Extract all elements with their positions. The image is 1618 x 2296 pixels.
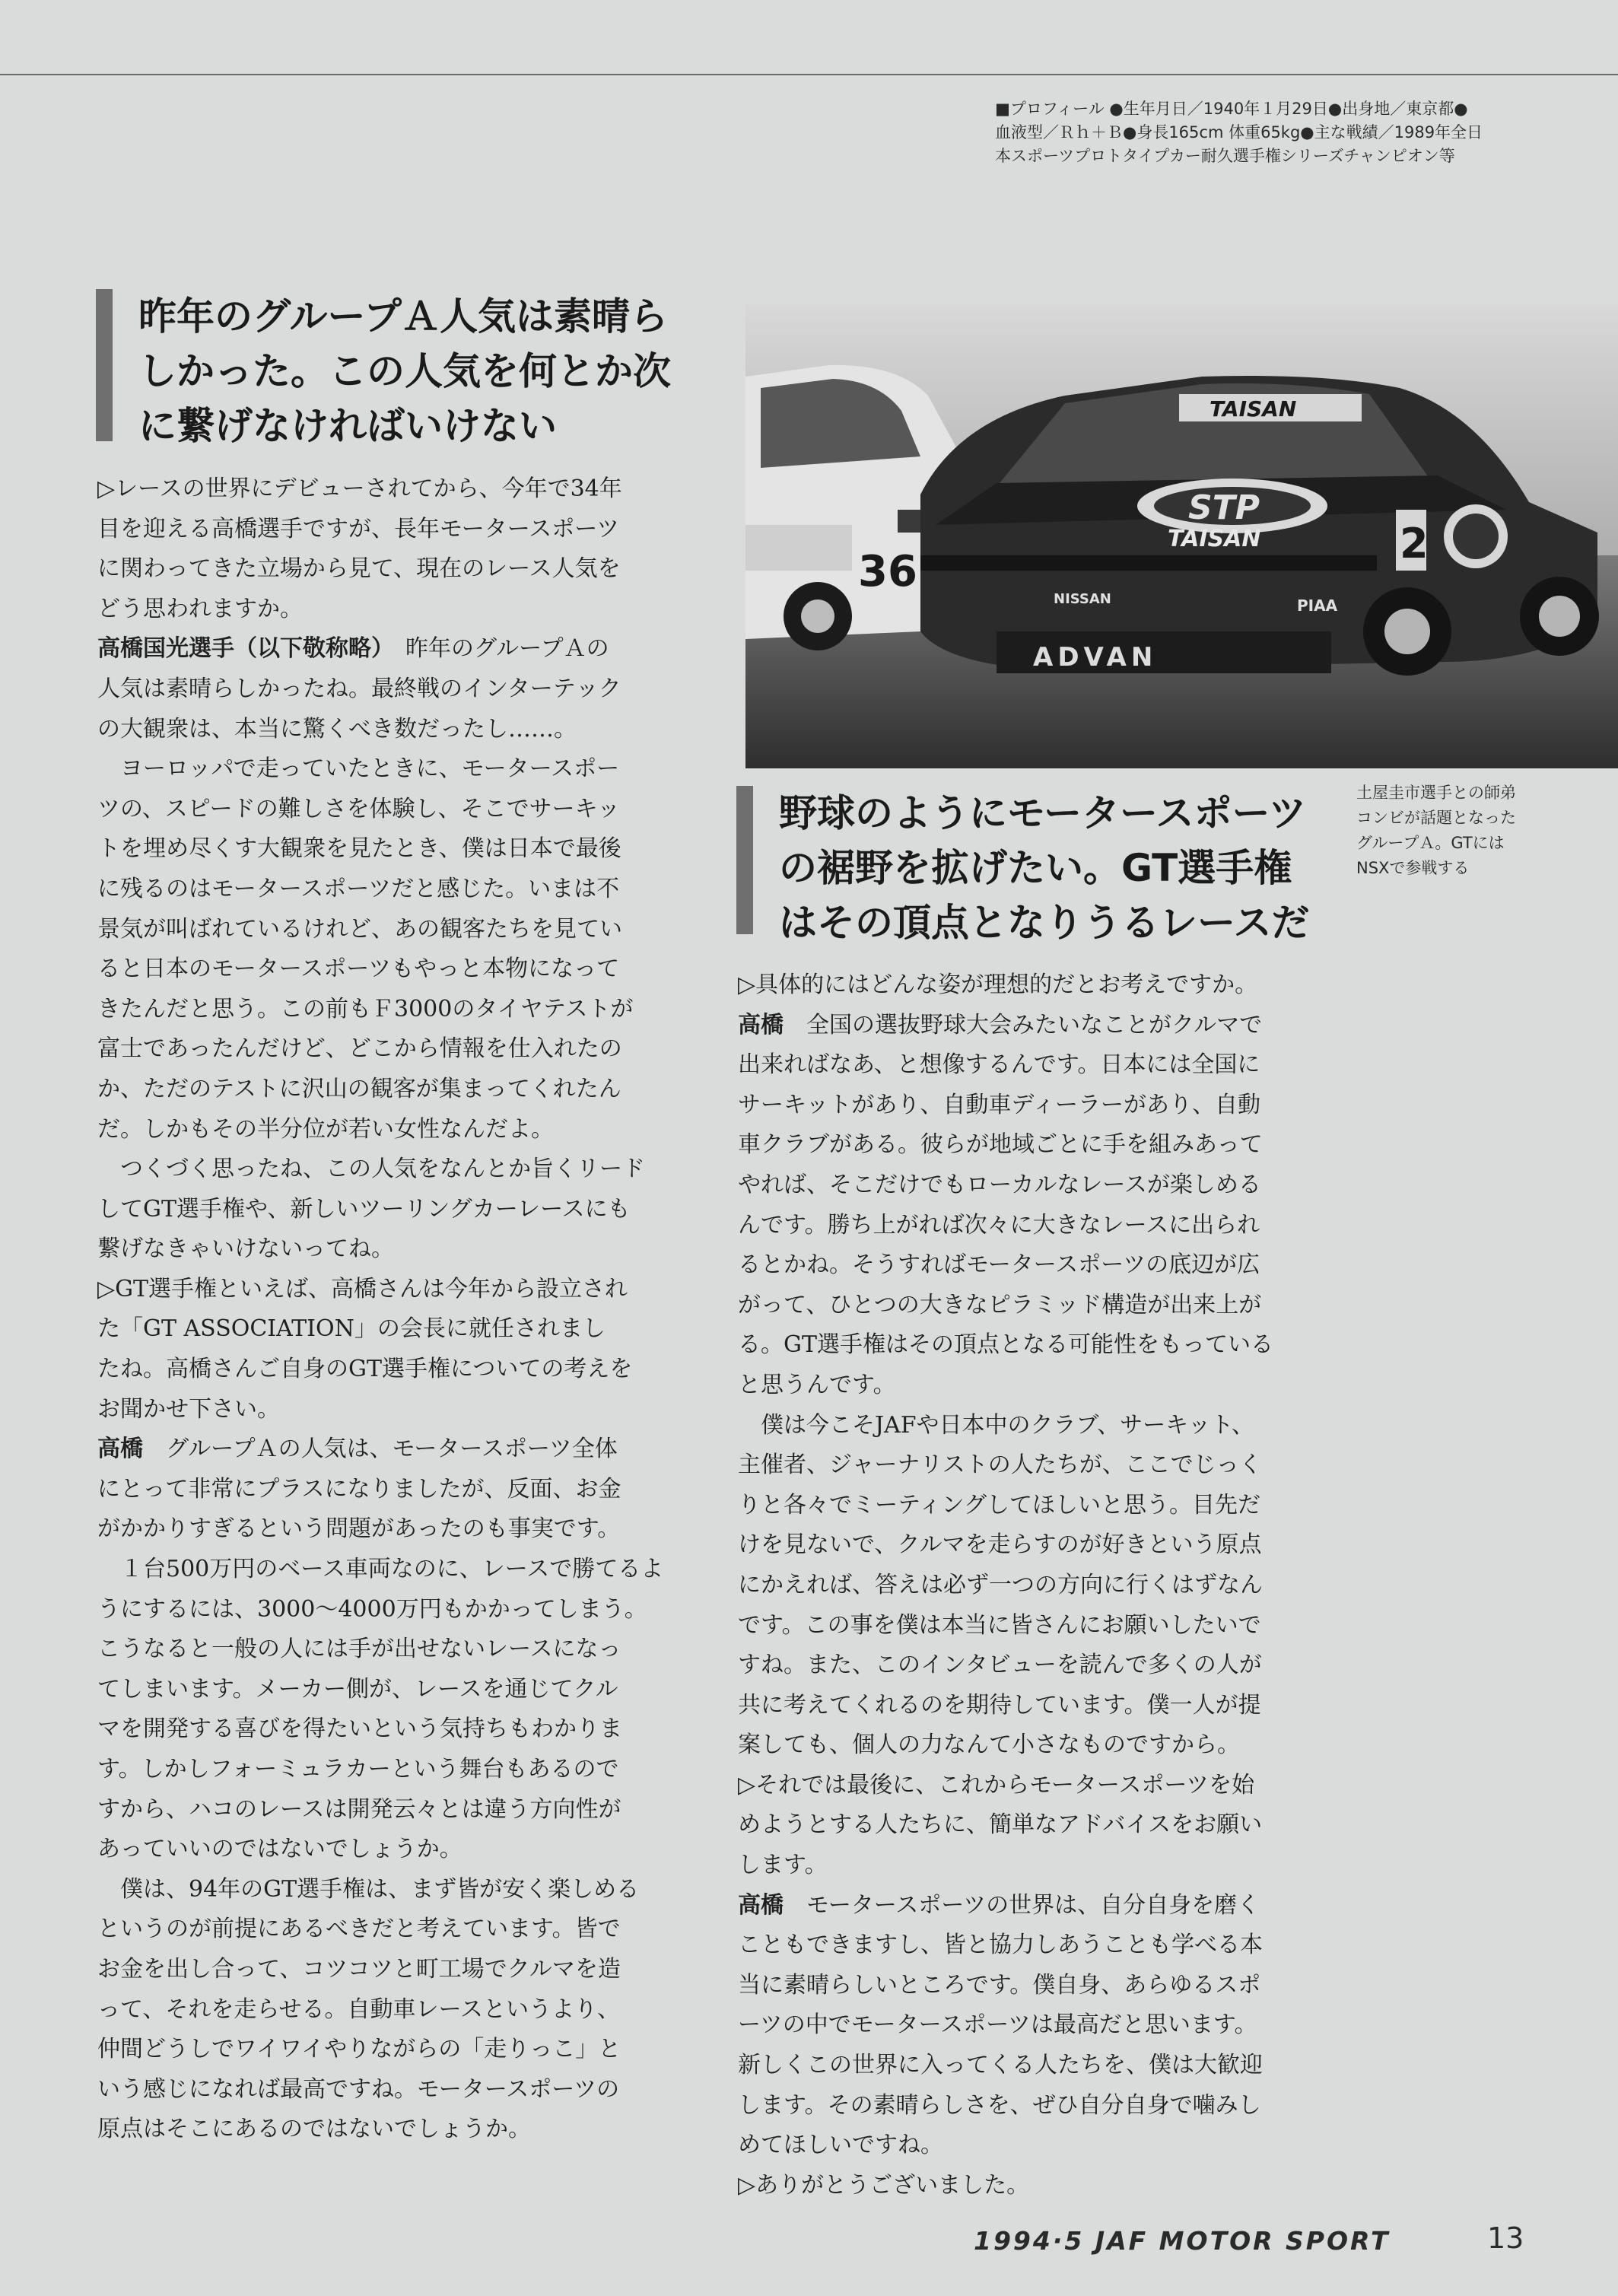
text-line — [97, 1029, 679, 1070]
heading-bar — [96, 289, 113, 441]
line-text: だ。しかもその半分位が若い女性なんだよ。 — [97, 1115, 554, 1143]
text-line — [97, 669, 679, 710]
rear-car-number: 36 — [858, 547, 917, 596]
profile-line: ■プロフィール ●生年月日／1940年１月29日●出身地／東京都● — [995, 100, 1468, 118]
line-text: 景気が叫ばれているけれど、あの観客たちを見てい — [97, 915, 622, 943]
line-text: 昨年のグループＡの — [383, 635, 609, 663]
line-text: に関わってきた立場から見て、現在のレース人気を — [97, 555, 621, 583]
page-number: 13 — [1487, 2221, 1524, 2255]
text-line — [738, 1566, 1324, 1606]
line-text: お聞かせ下さい。 — [97, 1395, 280, 1423]
line-text: 目を迎える高橋選手ですが、長年モータースポーツ — [97, 515, 620, 542]
right-heading — [736, 786, 1337, 953]
text-line — [97, 1270, 679, 1310]
line-text: すね。また、このインタビューを読んで多くの人が — [738, 1652, 1262, 1679]
text-line — [97, 1150, 679, 1190]
text-line — [97, 2070, 679, 2110]
heading-line: はその頂点となりうるレースだ — [779, 901, 1310, 945]
line-text: に残るのはモータースポーツだと感じた。いまは不 — [97, 875, 620, 902]
text-line — [97, 2030, 679, 2070]
heading-bar — [736, 786, 753, 934]
line-text: ツの、スピードの難しさを体験し、そこでサーキッ — [97, 795, 620, 822]
line-text: つくづく思ったね、この人気をなんとか旨くリード — [120, 1156, 645, 1183]
text-line — [97, 910, 679, 950]
line-text: というのが前提にあるべきだと考えています。皆で — [97, 1916, 621, 1943]
line-text: 仲間どうしでワイワイやりながらの「走りっこ」と — [97, 2036, 621, 2063]
text-line — [738, 1366, 1324, 1406]
text-line — [97, 1790, 679, 1830]
text-line — [738, 2086, 1324, 2126]
text-line — [97, 1870, 679, 1910]
line-text: 出来ればなあ、と想像するんです。日本には全国に — [738, 1051, 1260, 1079]
profile-line: 血液型／Ｒｈ＋Ｂ●身長165cm 体重65kg●主な戦績／1989年全日 — [995, 123, 1483, 142]
profile-box — [995, 97, 1543, 168]
race-cars-image — [745, 304, 1618, 768]
line-text: ヨーロッパで走っていたときに、モータースポー — [120, 755, 620, 783]
line-text: 人気は素晴らしかったね。最終戦のインターテック — [97, 675, 621, 702]
line-text: うにするには、3000～4000万円もかかってしまう。 — [97, 1595, 647, 1623]
text-line — [97, 710, 679, 750]
car-banner-text: TAISAN — [1210, 396, 1297, 421]
text-line — [738, 1725, 1324, 1766]
speaker-label: 高橋 — [97, 1436, 143, 1463]
text-line — [97, 790, 679, 830]
text-line — [97, 1110, 679, 1150]
text-line — [97, 829, 679, 870]
top-rule — [0, 74, 1618, 75]
text-line — [97, 1750, 679, 1790]
text-line — [97, 549, 679, 590]
text-line — [738, 1245, 1324, 1286]
heading-line: 昨年のグループＡ人気は素晴ら — [138, 294, 668, 339]
text-line — [97, 510, 679, 550]
photo-caption — [1356, 781, 1585, 881]
text-line — [738, 1006, 1324, 1046]
line-text: ▷具体的にはどんな姿が理想的だとお考えですか。 — [738, 972, 1258, 998]
text-line — [97, 1550, 679, 1590]
text-line — [738, 1926, 1324, 1966]
line-text: してGT選手権や、新しいツーリングカーレースにも — [97, 1195, 631, 1223]
text-line — [97, 1190, 679, 1230]
line-text: 原点はそこにあるのではないでしょうか。 — [97, 2116, 531, 2143]
text-line — [738, 1086, 1324, 1126]
line-text: きたんだと思う。この前もＦ3000のタイヤテストが — [97, 995, 634, 1022]
caption-line: 土屋圭市選手との師弟 — [1356, 784, 1516, 802]
line-text: たね。高橋さんご自身のGT選手権についての考えを — [97, 1356, 633, 1383]
line-text: てしまいます。メーカー側が、レースを通じてクル — [97, 1675, 618, 1703]
text-line — [738, 2126, 1324, 2166]
line-text: 案しても、個人の力なんて小さなものですから。 — [738, 1732, 1240, 1759]
line-text: どう思われますか。 — [97, 595, 303, 622]
line-text: こうなると一般の人には手が出せないレースになっ — [97, 1636, 621, 1663]
caption-line: コンビが話題となった — [1356, 809, 1516, 827]
car-tire-text: ADVAN — [1033, 642, 1158, 673]
text-line — [738, 1766, 1324, 1806]
line-text: ▷ありがとうございました。 — [738, 2171, 1030, 2199]
text-line — [97, 749, 679, 790]
stp-logo: STP — [1188, 488, 1260, 527]
heading-line: の裾野を拡げたい。GT選手権 — [779, 846, 1292, 890]
text-line — [97, 1309, 679, 1350]
text-line — [97, 590, 679, 630]
text-line — [738, 2166, 1324, 2206]
line-text: 当に素晴らしいところです。僕自身、あらゆるスポ — [738, 1971, 1261, 1999]
text-line — [97, 1390, 679, 1430]
car-number: 2 — [1400, 520, 1429, 568]
text-line — [738, 1805, 1324, 1846]
line-text: します。その素晴らしさを、ぜひ自分自身で噛みし — [738, 2091, 1261, 2119]
line-text: 富士であったんだけど、どこから情報を仕入れたの — [97, 1035, 622, 1063]
text-line — [97, 870, 679, 910]
line-text: た「GT ASSOCIATION」の会長に就任されまし — [97, 1315, 606, 1343]
text-line — [738, 1966, 1324, 2006]
line-text: と思うんです。 — [738, 1371, 896, 1398]
line-text: します。 — [738, 1852, 828, 1879]
text-line — [738, 2046, 1324, 2086]
publication-footer: 1994·5 JAF MOTOR SPORT — [974, 2226, 1391, 2256]
car-sponsor-text: PIAA — [1297, 596, 1338, 615]
text-line — [97, 1630, 679, 1670]
caption-line: グループＡ。GTには — [1356, 834, 1505, 852]
line-text: やれば、そこだけでもローカルなレースが楽しめる — [738, 1171, 1261, 1198]
text-line — [97, 949, 679, 990]
text-line — [738, 1646, 1324, 1686]
line-text: んです。勝ち上がれば次々に大きなレースに出られ — [738, 1211, 1260, 1239]
line-text: サーキットがあり、自動車ディーラーがあり、自動 — [738, 1091, 1260, 1118]
car-brand-text: TAISAN — [1168, 526, 1261, 552]
heading-line: しかった。この人気を何とか次 — [138, 349, 671, 393]
line-text: 主催者、ジャーナリストの人たちが、ここでじっく — [738, 1452, 1262, 1479]
text-line — [738, 965, 1324, 1006]
text-line — [97, 1670, 679, 1710]
line-text: ると日本のモータースポーツもやっと本物になって — [97, 956, 620, 983]
left-heading-text — [138, 289, 671, 453]
line-text: る。GT選手権はその頂点となる可能性をもっている — [738, 1331, 1273, 1359]
line-text: の大観衆は、本当に驚くべき数だったし……。 — [97, 715, 577, 743]
line-text: マを開発する喜びを得たいという気持ちもわかりま — [97, 1716, 622, 1743]
text-line — [97, 990, 679, 1030]
line-text: りと各々でミーティングしてほしいと思う。目先だ — [738, 1491, 1260, 1518]
speaker-label: 高橋 — [738, 1011, 784, 1038]
text-line — [97, 629, 679, 669]
left-heading — [96, 289, 689, 456]
line-text: グループＡの人気は、モータースポーツ全体 — [143, 1436, 618, 1463]
line-text: るとかね。そうすればモータースポーツの底辺が広 — [738, 1251, 1260, 1279]
text-line — [738, 1325, 1324, 1366]
text-line — [738, 1606, 1324, 1646]
line-text: お金を出し合って、コツコツと町工場でクルマを造 — [97, 1955, 621, 1983]
right-column-body — [738, 965, 1324, 2205]
text-line — [738, 2005, 1324, 2046]
line-text: めようとする人たちに、簡単なアドバイスをお願い — [738, 1811, 1263, 1839]
line-text: か、ただのテストに沢山の観客が集まってくれたん — [97, 1075, 621, 1102]
line-text: いう感じになれば最高ですね。モータースポーツの — [97, 2075, 620, 2103]
text-line — [738, 1846, 1324, 1886]
line-text: って、それを走らせる。自動車レースというより、 — [97, 1995, 620, 2023]
text-line — [97, 1709, 679, 1750]
line-text: す。しかしフォーミュラカーという舞台もあるので — [97, 1756, 619, 1782]
line-text: です。この事を僕は本当に皆さんにお願いしたいで — [738, 1611, 1261, 1639]
line-text: モータースポーツの世界は、自分自身を磨く — [784, 1891, 1260, 1919]
line-text: ▷GT選手権といえば、高橋さんは今年から設立され — [97, 1275, 628, 1302]
text-line — [97, 1470, 679, 1510]
text-line — [97, 1590, 679, 1630]
line-text: トを埋め尽くす大観衆を見たとき、僕は日本で最後 — [97, 835, 621, 863]
text-line — [97, 1990, 679, 2030]
profile-line: 本スポーツプロトタイプカー耐久選手権シリーズチャンピオン等 — [995, 147, 1455, 165]
line-text: けを見ないで、クルマを走らすのが好きという原点 — [738, 1531, 1262, 1559]
line-text: こともできますし、皆と協力しあうことも学べる本 — [738, 1932, 1263, 1959]
race-photo — [745, 304, 1618, 768]
text-line — [97, 1350, 679, 1390]
text-line — [97, 1429, 679, 1470]
text-line — [97, 469, 679, 510]
text-line — [97, 1229, 679, 1270]
car-maker-text: NISSAN — [1054, 591, 1111, 607]
heading-line: に繋げなければいけない — [138, 404, 557, 448]
heading-line: 野球のようにモータースポーツ — [779, 791, 1307, 835]
line-text: 共に考えてくれるのを期待しています。僕一人が提 — [738, 1691, 1261, 1719]
line-text: にとって非常にプラスになりましたが、反面、お金 — [97, 1475, 621, 1503]
line-text: にかえれば、答えは必ず一つの方向に行くはずなん — [738, 1571, 1263, 1598]
text-line — [738, 1165, 1324, 1206]
line-text: めてほしいですね。 — [738, 2132, 943, 2159]
speaker-label: 高橋 — [738, 1891, 784, 1919]
text-line — [738, 1486, 1324, 1526]
text-line — [738, 1445, 1324, 1486]
text-line — [97, 1830, 679, 1870]
text-line — [97, 1509, 679, 1550]
text-line — [97, 2110, 679, 2150]
line-text: がかかりすぎるという問題があったのも事実です。 — [97, 1515, 621, 1543]
line-text: １台500万円のベース車両なのに、レースで勝てるよ — [120, 1556, 664, 1583]
line-text: がって、ひとつの大きなピラミッド構造が出来上が — [738, 1291, 1262, 1318]
line-text: 僕は、94年のGT選手権は、まず皆が安く楽しめる — [120, 1875, 640, 1903]
line-text: 全国の選抜野球大会みたいなことがクルマで — [784, 1011, 1263, 1038]
speaker-label: 高橋国光選手（以下敬称略） — [97, 635, 383, 663]
text-line — [738, 1886, 1324, 1926]
text-line — [738, 1045, 1324, 1086]
line-text: 繋げなきゃいけないってね。 — [97, 1235, 394, 1263]
text-line — [738, 1686, 1324, 1726]
line-text: ▷レースの世界にデビューされてから、今年で34年 — [97, 475, 622, 502]
text-line — [97, 1950, 679, 1990]
line-text: ▷それでは最後に、これからモータースポーツを始 — [738, 1771, 1255, 1798]
text-line — [738, 1406, 1324, 1446]
line-text: 僕は今こそJAFや日本中のクラブ、サーキット、 — [761, 1411, 1254, 1439]
line-text: 新しくこの世界に入ってくる人たちを、僕は大歓迎 — [738, 2052, 1263, 2079]
right-heading-text — [779, 786, 1310, 950]
line-text: すから、ハコのレースは開発云々とは違う方向性が — [97, 1795, 621, 1823]
text-line — [738, 1206, 1324, 1246]
text-line — [97, 1070, 679, 1110]
line-text: ーツの中でモータースポーツは最高だと思います。 — [738, 2011, 1257, 2039]
text-line — [738, 1525, 1324, 1566]
line-text: あっていいのではないでしょうか。 — [97, 1836, 463, 1863]
caption-line: NSXで参戦する — [1356, 859, 1470, 877]
line-text: 車クラブがある。彼らが地域ごとに手を組みあって — [738, 1131, 1263, 1159]
text-line — [738, 1286, 1324, 1326]
text-line — [97, 1910, 679, 1950]
text-line — [738, 1125, 1324, 1165]
left-column-body — [97, 469, 679, 2150]
